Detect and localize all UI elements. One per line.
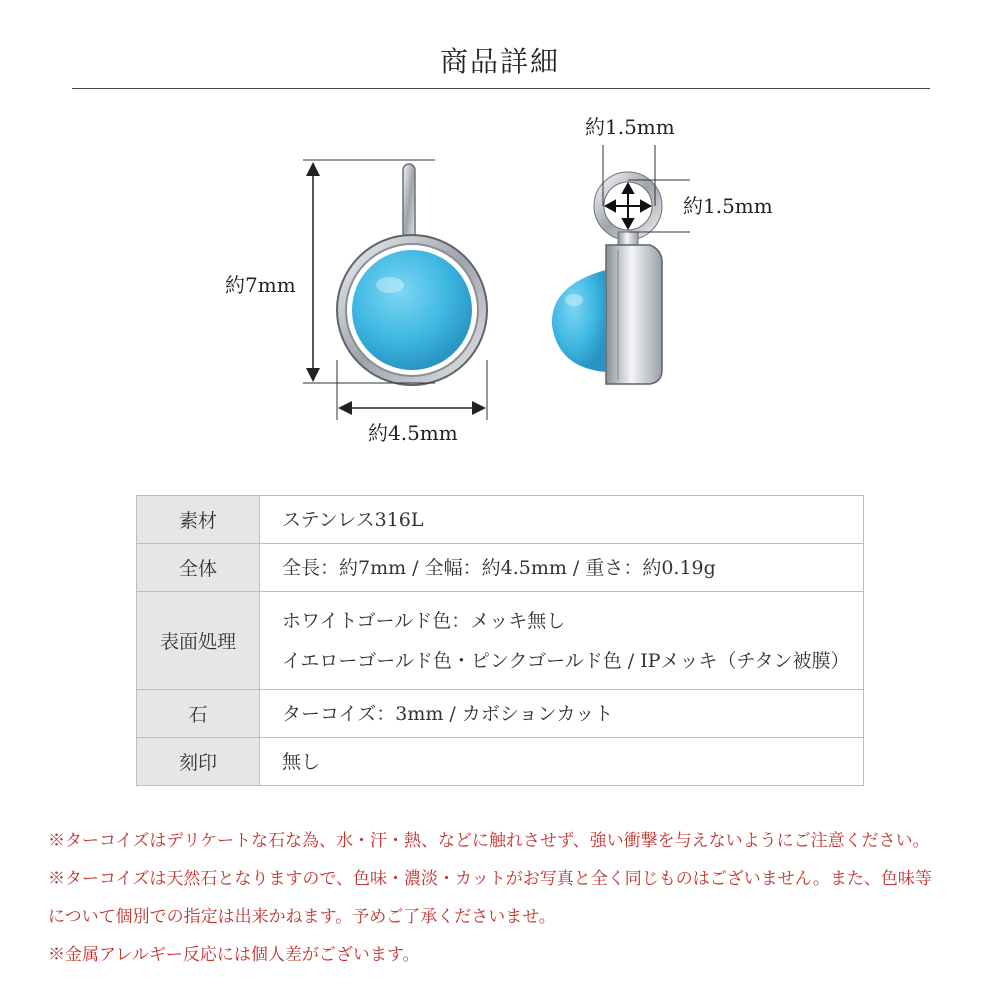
spec-label: 石 <box>137 690 260 738</box>
spec-label: 全体 <box>137 544 260 592</box>
note-mark: ※ <box>48 945 65 965</box>
spec-value: ステンレス316L <box>282 508 424 531</box>
ring-inner-label: 約1.5mm <box>683 194 773 218</box>
spec-label: 表面処理 <box>137 592 260 690</box>
note-text: ターコイズはデリケートな石な為、水・汗・熱、などに触れさせず、強い衝撃を与えないようにご注意ください。 <box>65 831 930 851</box>
note-text: ターコイズは天然石となりますので、色味・濃淡・カットがお写真と全く同じものはございません。また、色味等 <box>65 869 932 889</box>
note-text: 金属アレルギー反応には個人差がございます。 <box>65 945 420 965</box>
spec-value: 全長：約7mm / 全幅：約4.5mm / 重さ：約0.19g <box>282 556 716 579</box>
spec-row-stone <box>137 690 864 738</box>
spec-value: ターコイズ：3mm / カボションカット <box>282 702 614 725</box>
note-line <box>48 898 978 936</box>
note-line <box>48 936 978 974</box>
spec-row-overall <box>137 544 864 592</box>
spec-value: 無し <box>282 750 321 773</box>
note-mark: ※ <box>48 831 65 851</box>
side-stone <box>552 270 606 372</box>
ring-outer-label: 約1.5mm <box>585 115 675 139</box>
note-text: について個別での指定は出来かねます。予めご了承くださいませ。 <box>48 907 556 927</box>
side-bezel <box>606 245 662 384</box>
spec-row-finish <box>137 592 864 690</box>
spec-table <box>136 495 864 786</box>
ring-cross-arrows <box>606 184 650 228</box>
spec-value: イエローゴールド色・ピンクゴールド色 / IPメッキ（チタン被膜） <box>282 649 850 672</box>
title-divider <box>72 88 930 89</box>
spec-label: 素材 <box>137 496 260 544</box>
notes-section <box>48 822 978 974</box>
spec-value: ホワイトゴールド色：メッキ無し <box>282 609 566 632</box>
height-label: 約7mm <box>225 273 296 297</box>
width-label: 約4.5mm <box>368 421 458 445</box>
spec-row-material <box>137 496 864 544</box>
charm-front-view <box>337 164 487 385</box>
product-dimension-diagram <box>0 100 1000 460</box>
spec-label: 刻印 <box>137 738 260 786</box>
note-mark: ※ <box>48 869 65 889</box>
note-line <box>48 822 978 860</box>
note-line <box>48 860 978 898</box>
front-stone <box>352 250 472 370</box>
page-title: 商品詳細 <box>439 45 560 78</box>
spec-row-engraving <box>137 738 864 786</box>
front-bail <box>403 164 415 244</box>
